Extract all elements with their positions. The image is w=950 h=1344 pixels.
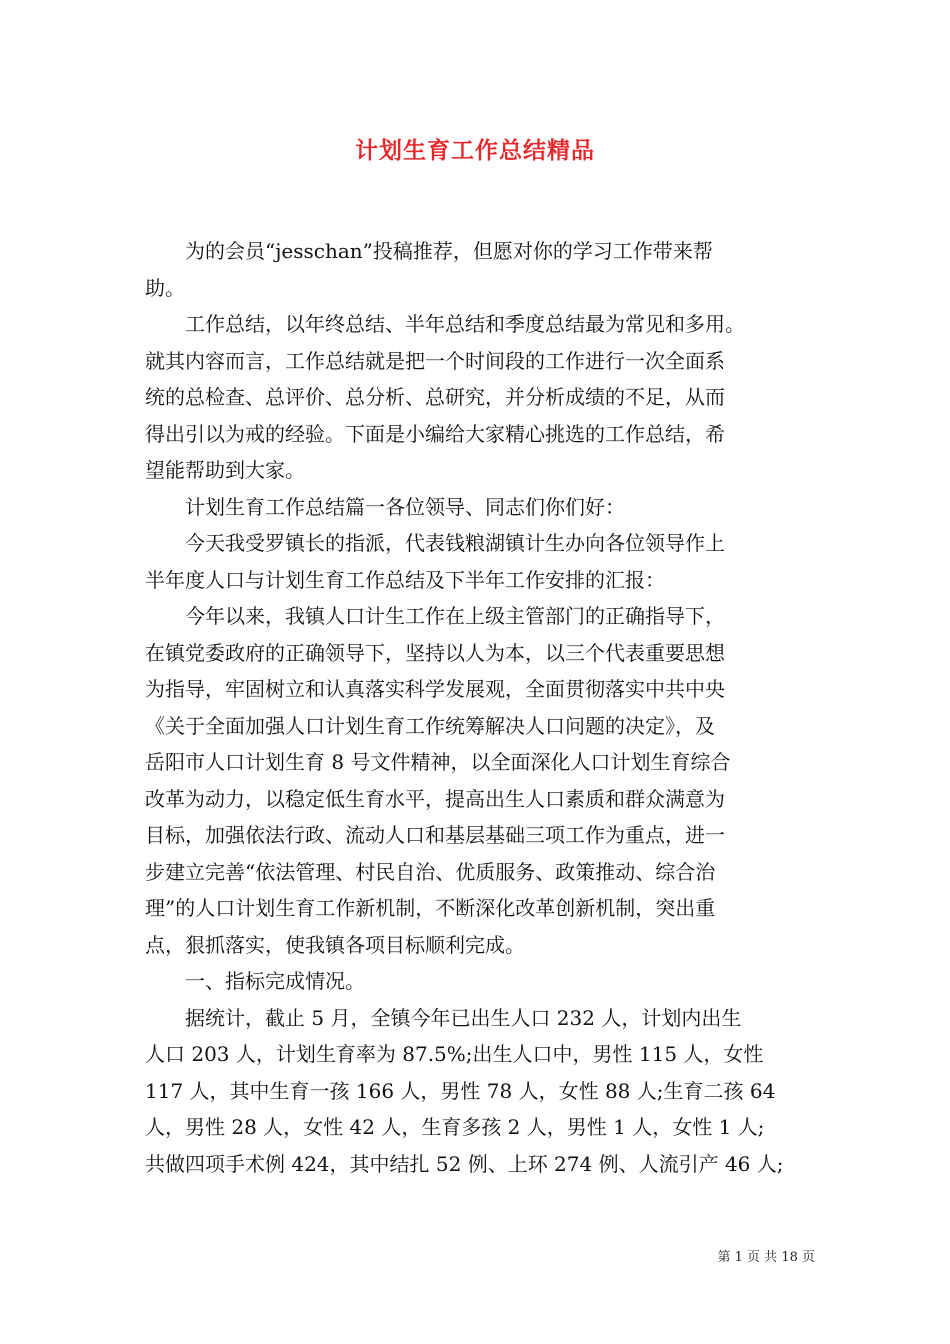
paragraph-overview xyxy=(145,598,815,963)
text-line: 人口 203 人，计划生育率为 87.5%;出生人口中，男性 115 人，女性 xyxy=(145,1042,764,1066)
text-line: 117 人，其中生育一孩 166 人，男性 78 人，女性 88 人;生育二孩 64 xyxy=(145,1078,776,1103)
text-line: 今年以来，我镇人口计生工作在上级主管部门的正确指导下， xyxy=(185,604,725,628)
text-line: 统的总检查、总评价、总分析、总研究，并分析成绩的不足，从而 xyxy=(145,385,725,409)
text-line: 点，狠抓落实，使我镇各项目标顺利完成。 xyxy=(145,932,525,957)
text-line: 理”的人口计划生育工作新机制，不断深化改革创新机制，突出重 xyxy=(145,896,716,920)
paragraph-summary-definition xyxy=(145,306,815,489)
text-line: 为指导，牢固树立和认真落实科学发展观，全面贯彻落实中共中央 xyxy=(145,677,725,701)
text-line: 人，男性 28 人，女性 42 人，生育多孩 2 人，男性 1 人，女性 1 人; xyxy=(145,1115,765,1139)
text-line: 在镇党委政府的正确领导下，坚持以人为本，以三个代表重要思想 xyxy=(145,640,725,665)
text-line: 半年度人口与计划生育工作总结及下半年工作安排的汇报： xyxy=(145,567,665,592)
page-number: 第 1 页 共 18 页 xyxy=(717,1250,815,1265)
text-line: 共做四项手术例 424，其中结扎 52 例、上环 274 例、人流引产 46 人; xyxy=(145,1151,784,1176)
paragraph-report-intro xyxy=(145,525,815,598)
paragraph-intro xyxy=(145,233,815,306)
text-line: 为的会员“jesschan”投稿推荐，但愿对你的学习工作带来帮 xyxy=(185,239,713,263)
text-line: 岳阳市人口计划生育 8 号文件精神，以全面深化人口计划生育综合 xyxy=(145,750,731,774)
text-line: 今天我受罗镇长的指派，代表钱粮湖镇计生办向各位领导作上 xyxy=(185,531,725,555)
text-line: 工作总结，以年终总结、半年总结和季度总结最为常见和多用。 xyxy=(185,312,745,336)
text-line: 改革为动力，以稳定低生育水平，提高出生人口素质和群众满意为 xyxy=(145,786,725,811)
text-line: 《关于全面加强人口计划生育工作统筹解决人口问题的决定》，及 xyxy=(145,713,715,738)
text-line: 就其内容而言，工作总结就是把一个时间段的工作进行一次全面系 xyxy=(145,348,725,373)
document-body xyxy=(145,233,815,1182)
text-line: 助。 xyxy=(145,275,185,300)
text-line: 一、指标完成情况。 xyxy=(185,969,365,993)
text-line: 据统计，截止 5 月，全镇今年已出生人口 232 人，计划内出生 xyxy=(185,1005,742,1030)
paragraph-greeting xyxy=(145,489,815,526)
section-heading xyxy=(145,963,815,1000)
text-line: 望能帮助到大家。 xyxy=(145,458,305,482)
text-line: 计划生育工作总结篇一各位领导、同志们你们好： xyxy=(185,494,625,519)
text-line: 目标，加强依法行政、流动人口和基层基础三项工作为重点，进一 xyxy=(145,823,725,847)
document-title: 计划生育工作总结精品 xyxy=(355,137,595,164)
paragraph-statistics xyxy=(145,1000,815,1183)
text-line: 得出引以为戒的经验。下面是小编给大家精心挑选的工作总结，希 xyxy=(145,421,725,446)
text-line: 步建立完善“依法管理、村民自治、优质服务、政策推动、综合治 xyxy=(145,859,716,884)
